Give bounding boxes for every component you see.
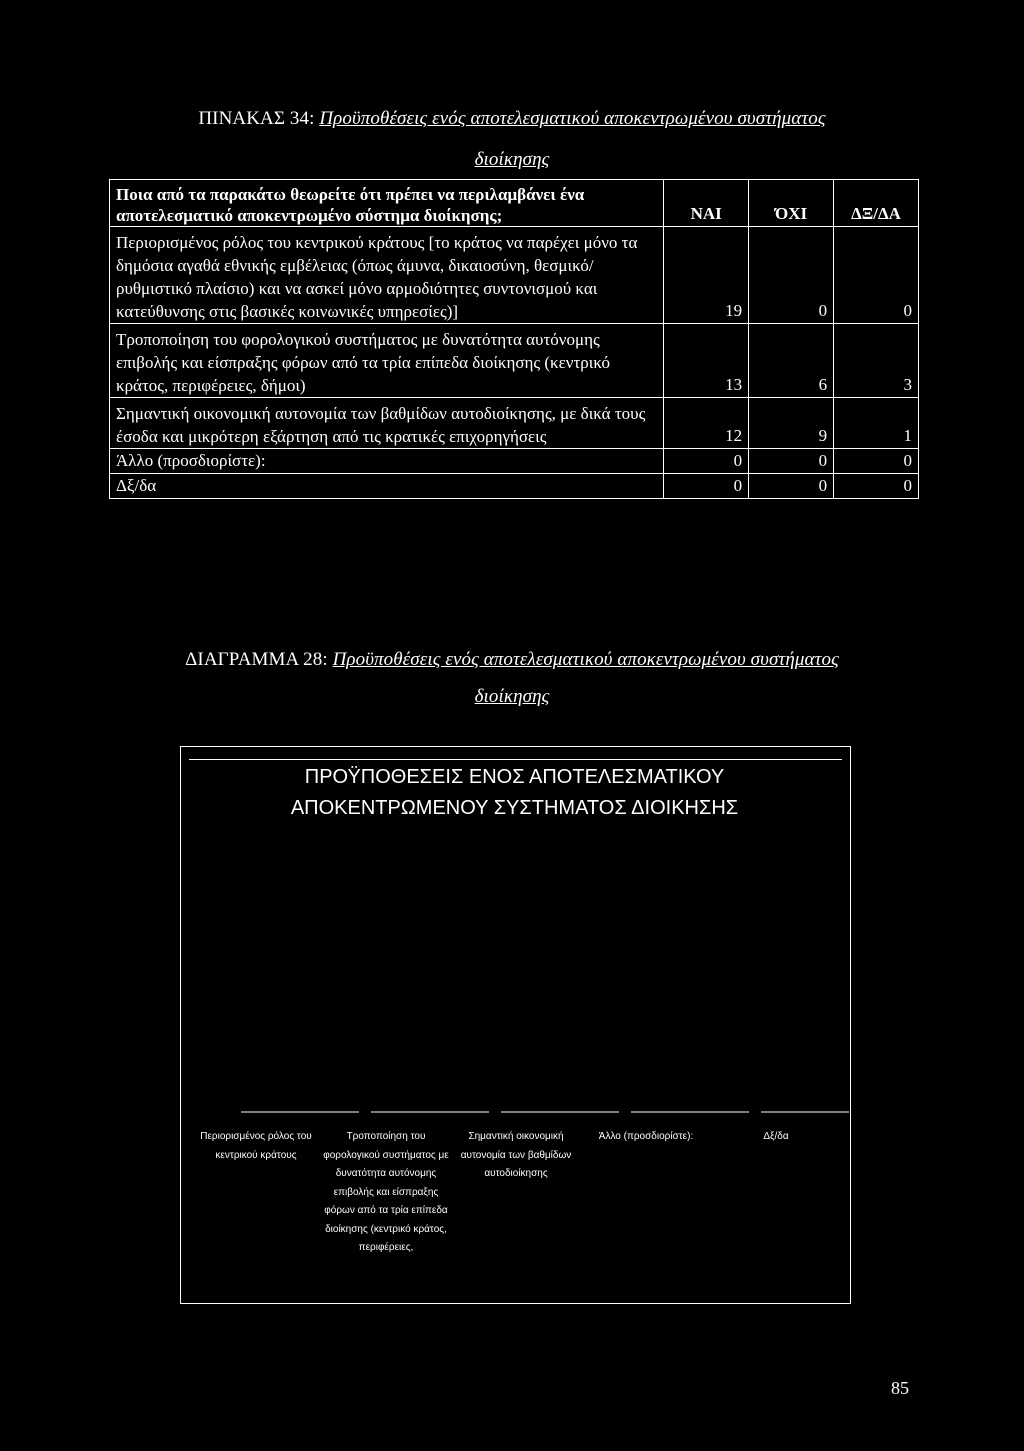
table-row	[110, 227, 919, 324]
cell-nai: 0	[664, 449, 749, 474]
cell-nai: 13	[664, 324, 749, 398]
cell-oxi: 0	[749, 227, 834, 324]
cell-nai: 12	[664, 398, 749, 449]
chart-plot-area	[189, 759, 842, 1295]
diagram-caption	[0, 650, 1024, 670]
chart-title	[180, 762, 849, 824]
table-question: Ποια από τα παρακάτω θεωρείτε ότι πρέπει να περιλαμβάνει ένα αποτελεσματικό αποκεντρωμένο σύστημα διοίκησης;	[110, 180, 664, 227]
category-label: Σημαντική οικονομική αυτονομία των βαθμίδων αυτοδιοίκησης	[460, 1131, 572, 1179]
cell-dk: 1	[834, 398, 919, 449]
cell-dk: 0	[834, 474, 919, 499]
chart-title-line2: ΑΠΟΚΕΝΤΡΩΜΕΝΟΥ ΣΥΣΤΗΜΑΤΟΣ ΔΙΟΙΚΗΣΗΣ	[290, 797, 739, 819]
row-label: Σημαντική οικονομική αυτονομία των βαθμίδων αυτοδιοίκησης, με δικά τους έσοδα και μικρότερη εξάρτηση από τις κρατικές επιχορηγήσεις	[110, 398, 664, 449]
cell-nai: 19	[664, 227, 749, 324]
category-label: Περιορισμένος ρόλος του κεντρικού κράτους	[200, 1131, 312, 1161]
diagram-caption-title-line2: διοίκησης	[474, 686, 550, 707]
cell-dk: 0	[834, 449, 919, 474]
category-label: Δξ/δα	[763, 1131, 789, 1142]
table-row	[110, 449, 919, 474]
chart-svg	[180, 1100, 849, 1130]
cell-oxi: 0	[749, 474, 834, 499]
column-header-nai: ΝΑΙ	[664, 180, 749, 227]
table-header-row	[110, 180, 919, 227]
table-caption-label: ΠΙΝΑΚΑΣ 34:	[198, 108, 320, 129]
row-label: Άλλο (προσδιορίστε):	[110, 449, 664, 474]
survey-table	[109, 179, 919, 499]
table-row	[110, 324, 919, 398]
diagram-caption-line2	[0, 687, 1024, 707]
page-number: 85	[891, 1378, 909, 1398]
table-caption-title-line2: διοίκησης	[474, 149, 550, 170]
cell-nai: 0	[664, 474, 749, 499]
column-header-dk: ΔΞ/ΔΑ	[834, 180, 919, 227]
table-caption-line2	[0, 150, 1024, 170]
chart-title-line1: ΠΡΟΫΠΟΘΕΣΕΙΣ ΕΝΟΣ ΑΠΟΤΕΛΕΣΜΑΤΙΚΟΥ	[304, 766, 725, 788]
row-label: Δξ/δα	[110, 474, 664, 499]
cell-dk: 3	[834, 324, 919, 398]
category-label: Άλλο (προσδιορίστε):	[598, 1131, 694, 1142]
cell-dk: 0	[834, 227, 919, 324]
cell-oxi: 0	[749, 449, 834, 474]
diagram-caption-label: ΔΙΑΓΡΑΜΜΑ 28:	[185, 649, 333, 670]
cell-oxi: 6	[749, 324, 834, 398]
table-row	[110, 474, 919, 499]
column-header-oxi: ΌΧΙ	[749, 180, 834, 227]
diagram-caption-title: Προϋποθέσεις ενός αποτελεσματικού αποκεντρωμένου συστήματος	[332, 649, 839, 670]
table-row	[110, 398, 919, 449]
category-label: Τροποποίηση του φορολογικού συστήματος με δυνατότητα αυτόνομης επιβολής και είσπραξης φόρων από τα τρία επίπεδα διοίκησης (κεντρικό κράτος, περιφέρειες,	[323, 1131, 449, 1253]
chart-frame	[180, 746, 851, 1304]
cell-oxi: 9	[749, 398, 834, 449]
table-caption	[0, 109, 1024, 129]
row-label: Περιορισμένος ρόλος του κεντρικού κράτους [το κράτος να παρέχει μόνο τα δημόσια αγαθά εθνικής εμβέλειας (όπως άμυνα, δικαιοσύνη, θεσμικό/ρυθμιστικό πλαίσιο) και να ασκεί μόνο αρμοδιότητες συντονισμού και κατεύθυνσης στις βασικές κοινωνικές υπηρεσίες)]	[110, 227, 664, 324]
table-caption-title: Προϋποθέσεις ενός αποτελεσματικού αποκεντρωμένου συστήματος	[319, 108, 826, 129]
row-label: Τροποποίηση του φορολογικού συστήματος με δυνατότητα αυτόνομης επιβολής και είσπραξης φόρων από τα τρία επίπεδα διοίκησης (κεντρικό κράτος, περιφέρειες, δήμοι)	[110, 324, 664, 398]
